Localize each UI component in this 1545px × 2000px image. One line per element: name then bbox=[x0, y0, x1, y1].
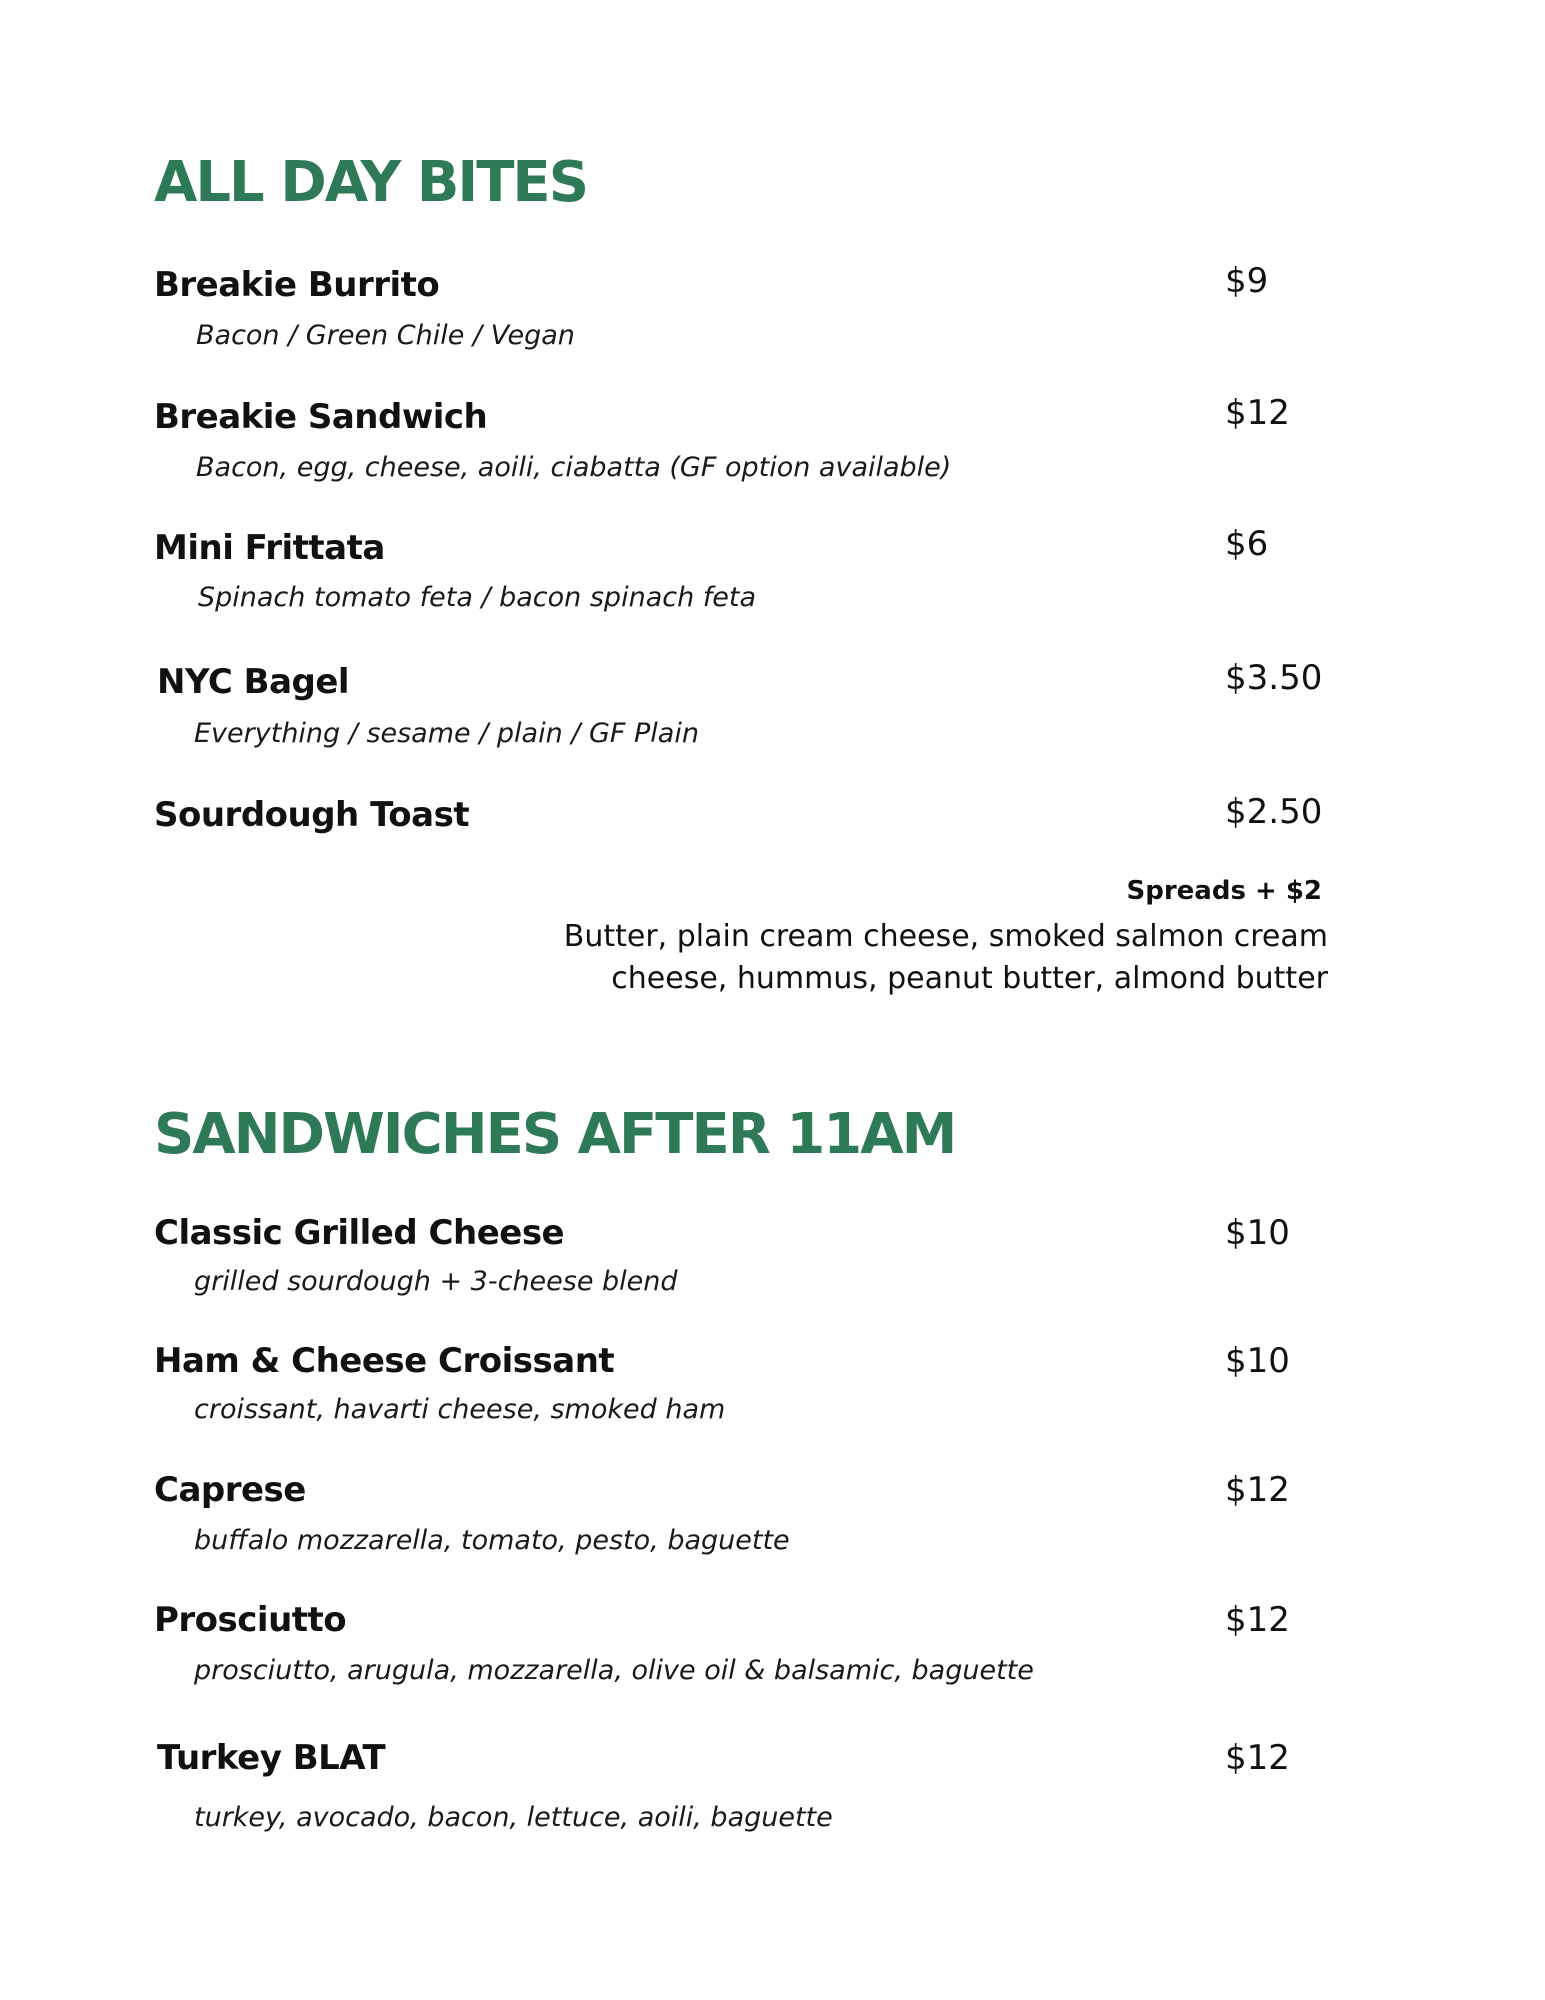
item-name: Prosciutto bbox=[154, 1600, 347, 1640]
spreads-list: Butter, plain cream cheese, smoked salmon cream cheese, hummus, peanut butter, almond butter bbox=[563, 919, 1328, 996]
item-price: $10 bbox=[1225, 1213, 1290, 1253]
item-price: $9 bbox=[1225, 261, 1269, 301]
item-name: Turkey BLAT bbox=[157, 1738, 386, 1778]
item-description: Bacon / Green Chile / Vegan bbox=[196, 320, 575, 351]
item-name: Mini Frittata bbox=[154, 528, 385, 568]
item-price: $2.50 bbox=[1225, 792, 1323, 832]
item-price: $6 bbox=[1225, 524, 1269, 564]
item-price: $12 bbox=[1225, 1470, 1290, 1510]
section-title-all-day-bites: ALL DAY BITES bbox=[154, 150, 588, 215]
item-description: prosciutto, arugula, mozzarella, olive oil & balsamic, baguette bbox=[194, 1655, 1034, 1686]
item-description: turkey, avocado, bacon, lettuce, aoili, baguette bbox=[194, 1802, 833, 1833]
item-name: Ham & Cheese Croissant bbox=[154, 1341, 615, 1381]
item-price: $3.50 bbox=[1225, 658, 1323, 698]
item-name: Classic Grilled Cheese bbox=[154, 1213, 565, 1253]
item-name: Breakie Burrito bbox=[154, 265, 440, 305]
item-name: Sourdough Toast bbox=[154, 795, 470, 835]
spreads-title: Spreads + $2 bbox=[1126, 876, 1322, 906]
item-price: $10 bbox=[1225, 1341, 1290, 1381]
item-name: NYC Bagel bbox=[157, 662, 350, 702]
item-name: Breakie Sandwich bbox=[154, 397, 488, 437]
section-title-sandwiches: SANDWICHES AFTER 11AM bbox=[154, 1102, 956, 1167]
item-description: Spinach tomato feta / bacon spinach feta bbox=[198, 582, 757, 613]
item-description: croissant, havarti cheese, smoked ham bbox=[194, 1394, 726, 1425]
item-name: Caprese bbox=[154, 1470, 306, 1510]
item-description: buffalo mozzarella, tomato, pesto, baguette bbox=[194, 1525, 790, 1556]
item-price: $12 bbox=[1225, 393, 1290, 433]
item-description: Everything / sesame / plain / GF Plain bbox=[194, 718, 699, 749]
item-price: $12 bbox=[1225, 1738, 1290, 1778]
item-description: Bacon, egg, cheese, aoili, ciabatta (GF option available) bbox=[196, 452, 952, 483]
item-price: $12 bbox=[1225, 1600, 1290, 1640]
item-description: grilled sourdough + 3-cheese blend bbox=[194, 1266, 678, 1297]
